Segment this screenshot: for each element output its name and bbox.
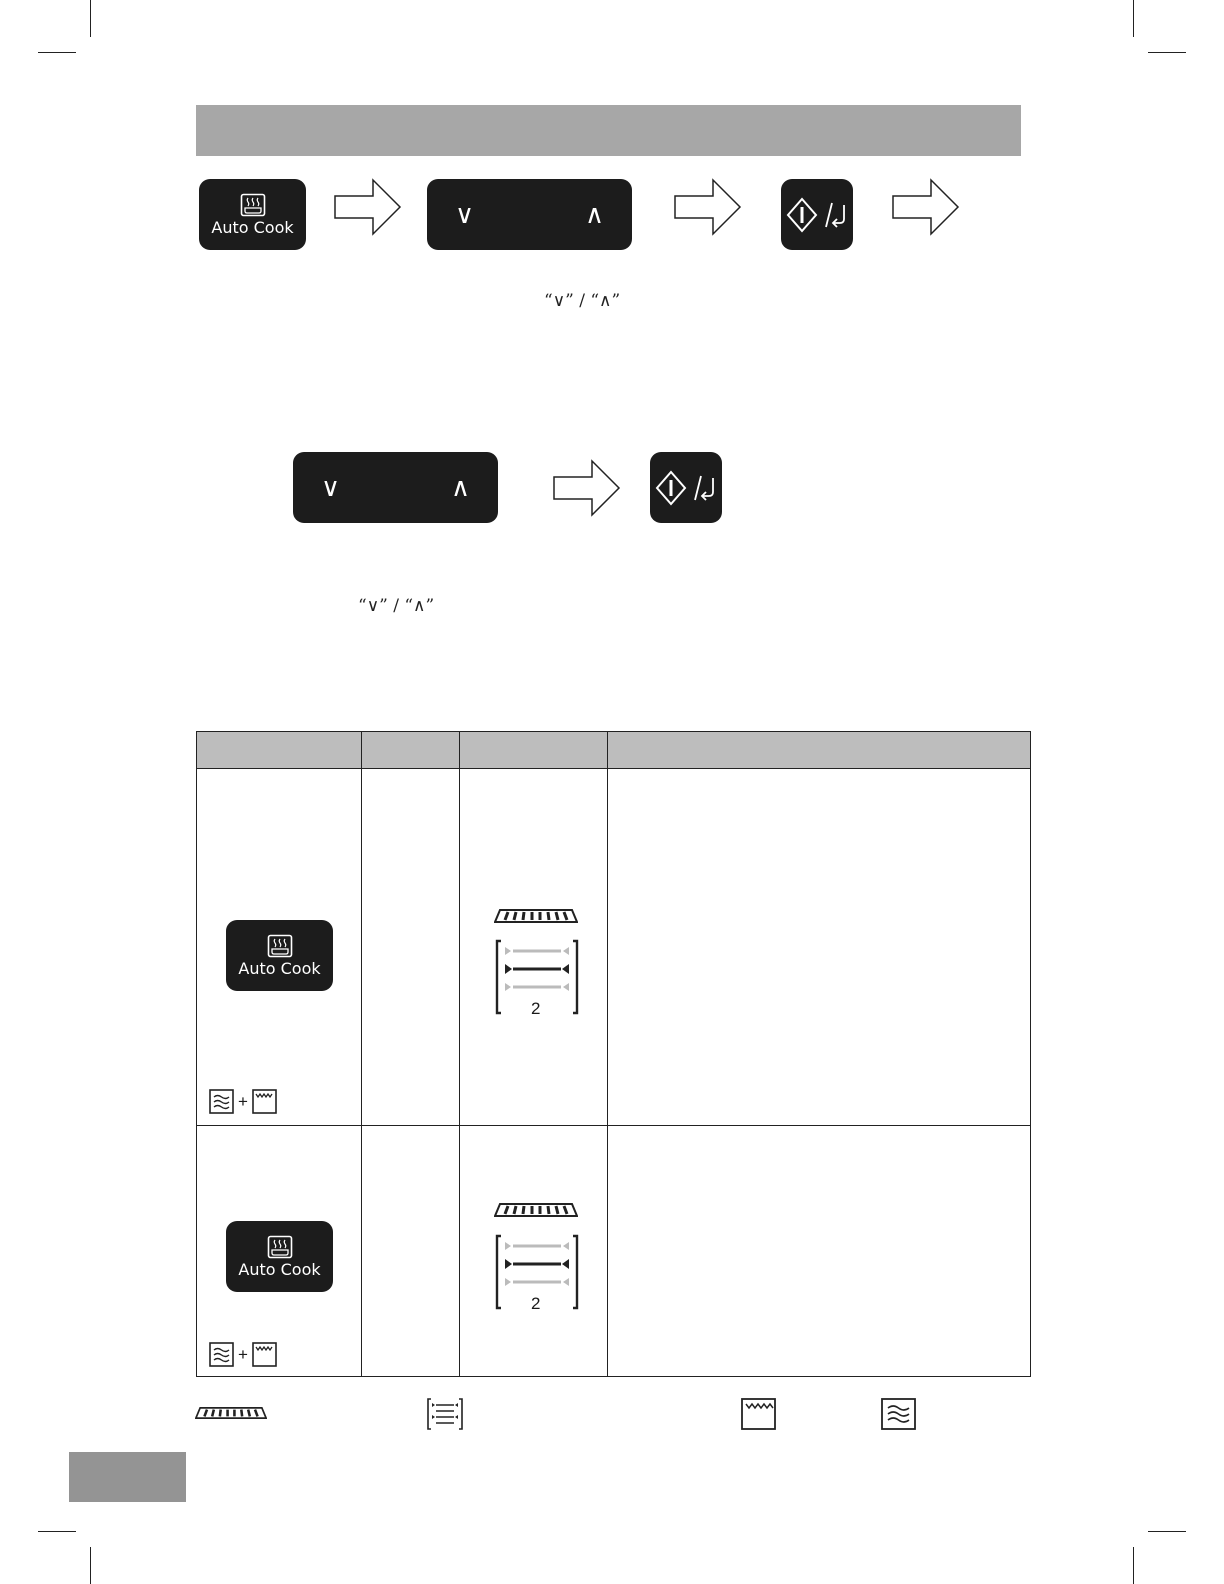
- table-row: [197, 1126, 1031, 1377]
- flow-arrow-icon: [552, 459, 622, 517]
- grill-rack-icon: [494, 1202, 578, 1218]
- table-cell-accessory: [460, 1126, 608, 1377]
- flow-arrow-icon: [673, 178, 743, 236]
- plus-sign: +: [238, 1344, 248, 1364]
- table-header-cell: [608, 732, 1031, 769]
- auto-cook-steam-icon: [240, 193, 266, 217]
- up-arrow-label[interactable]: ∧: [450, 472, 470, 503]
- table-header-row: [197, 732, 1031, 769]
- auto-cook-table: [196, 731, 1031, 1377]
- auto-cook-steam-icon: [267, 934, 293, 958]
- start-enter-key[interactable]: [650, 452, 722, 523]
- microwave-icon: [881, 1398, 916, 1430]
- plus-sign: +: [238, 1091, 248, 1111]
- auto-cook-steam-icon: [267, 1235, 293, 1259]
- selector-hint-text: “∨” / “∧”: [358, 596, 435, 616]
- mode-icons: [209, 1089, 277, 1114]
- flow-arrow-icon: [333, 178, 403, 236]
- flow-arrow-icon: [891, 178, 961, 236]
- table-cell-accessory: [460, 769, 608, 1126]
- table-cell: [608, 769, 1031, 1126]
- crop-mark: [38, 1531, 76, 1532]
- auto-cook-key[interactable]: [199, 179, 306, 250]
- auto-cook-key: [226, 920, 333, 991]
- table-header-cell: [197, 732, 362, 769]
- up-arrow-label[interactable]: ∧: [584, 199, 604, 230]
- crop-mark: [1133, 0, 1134, 37]
- page-number-box: [69, 1452, 186, 1502]
- auto-cook-label: Auto Cook: [211, 217, 294, 237]
- section-banner: [196, 105, 1021, 156]
- start-enter-icon: [786, 197, 848, 233]
- table-cell: [608, 1126, 1031, 1377]
- grill-icon: [252, 1089, 277, 1114]
- grill-icon: [252, 1342, 277, 1367]
- shelf-level-number: 2: [531, 999, 541, 1018]
- selector-hint-text: “∨” / “∧”: [544, 291, 621, 311]
- auto-cook-key: [226, 1221, 333, 1292]
- grill-icon: [741, 1398, 776, 1430]
- crop-mark: [90, 0, 91, 37]
- crop-mark: [1133, 1547, 1134, 1584]
- table-cell: [362, 1126, 460, 1377]
- mode-icons: [209, 1342, 277, 1367]
- crop-mark: [38, 52, 76, 53]
- auto-cook-label: Auto Cook: [238, 958, 321, 978]
- grill-rack-icon: [195, 1405, 267, 1421]
- microwave-icon: [209, 1342, 234, 1367]
- microwave-icon: [209, 1089, 234, 1114]
- down-arrow-label[interactable]: ∨: [321, 472, 341, 503]
- down-arrow-label[interactable]: ∨: [455, 199, 475, 230]
- start-enter-icon: [655, 470, 717, 506]
- down-up-selector-key[interactable]: [293, 452, 498, 523]
- start-enter-key[interactable]: [781, 179, 853, 250]
- grill-rack-icon: [494, 908, 578, 924]
- crop-mark: [1148, 52, 1186, 53]
- crop-mark: [1148, 1531, 1186, 1532]
- down-up-selector-key[interactable]: [427, 179, 632, 250]
- table-cell-key: [197, 769, 362, 1126]
- table-cell: [362, 769, 460, 1126]
- crop-mark: [90, 1547, 91, 1584]
- table-cell-key: [197, 1126, 362, 1377]
- shelf-level-number: 2: [531, 1294, 541, 1313]
- table-header-cell: [362, 732, 460, 769]
- table-row: [197, 769, 1031, 1126]
- table-header-cell: [460, 732, 608, 769]
- auto-cook-label: Auto Cook: [238, 1259, 321, 1279]
- shelf-level-icon: [427, 1398, 463, 1430]
